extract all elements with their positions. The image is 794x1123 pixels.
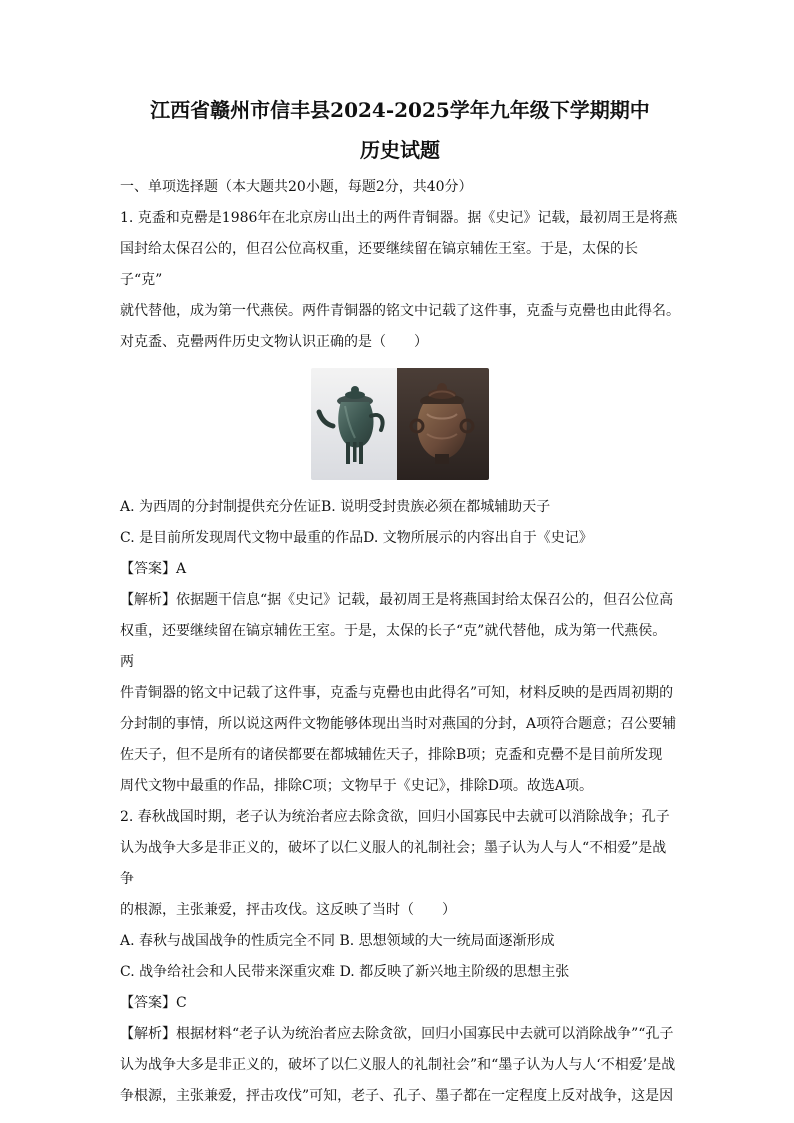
q2-analysis-line-3: 争根源，主张兼爱，抨击攻伐”可知，老子、孔子、墨子都在一定程度上反对战争，这是因 xyxy=(120,1088,674,1104)
bronze-vessels-image xyxy=(311,368,489,480)
q1-analysis-line-1: 【解析】依据题干信息“据《史记》记载，最初周王是将燕国封给太保召公的，但召公位高 xyxy=(120,592,674,608)
q1-options-line-2: C. 是目前所发现周代文物中最重的作品D. 文物所展示的内容出自于《史记》 xyxy=(120,530,593,546)
document-title: 江西省赣州市信丰县2024-2025学年九年级下学期期中 xyxy=(150,98,650,122)
q1-options-line-1: A. 为西周的分封制提供充分佐证B. 说明受封贵族必须在都城辅助天子 xyxy=(120,499,551,515)
q2-analysis-line-2: 认为战争大多是非正义的，破坏了以仁义服人的礼制社会”和“墨子认为人与人‘不相爱’是战 xyxy=(120,1057,676,1073)
q2-stem-line-2: 认为战争大多是非正义的，破坏了以仁义服人的礼制社会；墨子认为人与人“不相爱”是战争 xyxy=(120,840,667,887)
q1-stem-line-3: 就代替他，成为第一代燕侯。两件青铜器的铭文中记载了这件事，克盉与克罍也由此得名。 xyxy=(120,303,680,319)
q1-analysis-line-3: 件青铜器的铭文中记载了这件事，克盉与克罍也由此得名”可知，材料反映的是西周初期的 xyxy=(120,685,674,701)
bronze-vessels-illustration xyxy=(311,368,489,480)
q1-stem-line-4: 对克盉、克罍两件历史文物认识正确的是（ ） xyxy=(120,334,428,350)
q1-answer: 【答案】A xyxy=(120,561,187,577)
q2-options-line-1: A. 春秋与战国战争的性质完全不同 B. 思想领域的大一统局面逐渐形成 xyxy=(120,933,555,949)
q1-analysis-line-4: 分封制的事情，所以说这两件文物能够体现出当时对燕国的分封，A项符合题意；召公要辅 xyxy=(120,716,677,732)
section-heading-wrap xyxy=(120,172,680,203)
q1-stem-line-1: 1. 克盉和克罍是1986年在北京房山出土的两件青铜器。据《史记》记载，最初周王是将燕 xyxy=(120,210,678,226)
q2-analysis-line-1: 【解析】根据材料“老子认为统治者应去除贪欲，回归小国寡民中去就可以消除战争”“孔子 xyxy=(120,1026,674,1042)
question-2 xyxy=(120,802,680,1112)
document-page xyxy=(120,96,680,1112)
q1-analysis-line-5: 佐天子，但不是所有的诸侯都要在都城辅佐天子，排除B项；克盉和克罍不是目前所发现 xyxy=(120,747,663,763)
q2-options-line-2: C. 战争给社会和人民带来深重灾难 D. 都反映了新兴地主阶级的思想主张 xyxy=(120,964,570,980)
question-1 xyxy=(120,203,680,802)
q2-answer: 【答案】C xyxy=(120,995,187,1011)
q1-analysis-line-2: 权重，还要继续留在镐京辅佐王室。于是，太保的长子“克”就代替他，成为第一代燕侯。两 xyxy=(120,623,667,670)
q2-stem-line-3: 的根源，主张兼爱，抨击攻伐。这反映了当时（ ） xyxy=(120,902,456,918)
q1-stem-line-2: 国封给太保召公的，但召公位高权重，还要继续留在镐京辅佐王室。于是，太保的长子“克” xyxy=(120,241,638,288)
q1-analysis-line-6: 周代文物中最重的作品，排除C项；文物早于《史记》，排除D项。故选A项。 xyxy=(120,778,594,794)
document-subtitle: 历史试题 xyxy=(360,138,440,162)
q2-stem-line-1: 2. 春秋战国时期，老子认为统治者应去除贪欲，回归小国寡民中去就可以消除战争；孔子 xyxy=(120,809,670,825)
section-heading: 一、单项选择题（本大题共20小题，每题2分，共40分） xyxy=(120,179,473,195)
